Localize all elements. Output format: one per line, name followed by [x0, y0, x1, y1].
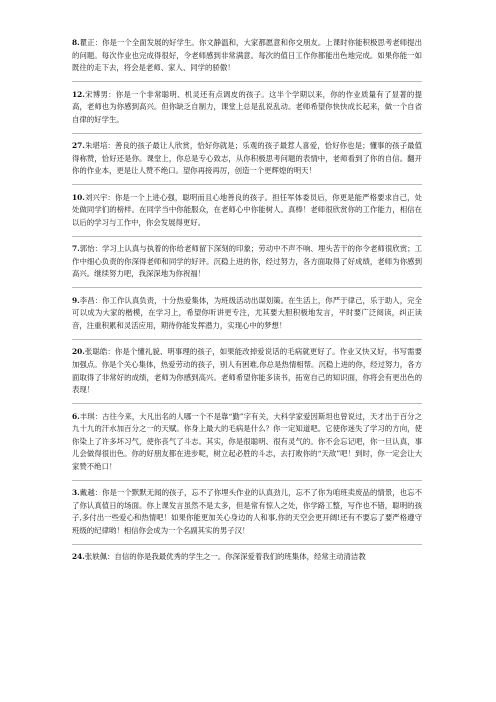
paragraph-text: 戴越：你是一个默默无闻的孩子，忘不了你埋头作业的认真劲儿，忘不了你为咱班卖废品的情景，也忘不了你认真值日的场面。你上课发言虽然不是太多，但是常有惊人之处，你学路工整，写作也不错，聪明的孩子,多付出一些爱心和热情吧！如果你能更加关心身边的人和事,你的天空会更开阔!还有不要忘了要严格遵守班级的纪律哟！相信你会成为一个名副其实的男子汉！: [72, 488, 422, 536]
section-divider: [72, 403, 422, 404]
section-divider: [72, 236, 422, 237]
paragraph-number: 27.: [72, 141, 85, 151]
paragraph-number: 8.: [72, 38, 80, 47]
paragraph-text: 丰琪：古往今来，大凡出名的人哪一个不是靠“勤”字有关，大科学家爱因斯坦也曾说过，天才出于百分之九十九的汗水加百分之一的天赋。你身上最大的毛病是什么？你一定知道吧。它使你迷失了学习的方向，使你染上了许多坏习气，使你丧气了斗志。其实，你是很聪明、很有灵气的。你不会忘记吧，你一旦认真，事儿会做得很出色。你的好朋友都在进步呢，树立起必胜的斗志，去打败你的“天敌”吧！到时，你一定会让大家赞不绝口！: [72, 411, 422, 471]
section-divider: [72, 544, 422, 545]
section-divider: [72, 133, 422, 134]
paragraph-number: 3.: [72, 488, 80, 498]
comment-paragraph-9: [72, 487, 422, 537]
comment-paragraph-8: [72, 411, 422, 474]
section-divider: [72, 480, 422, 481]
comment-paragraph-4: [72, 192, 422, 230]
document-page: [72, 37, 422, 570]
paragraph-text: 宋博男：你是一个非常聪明、机灵还有点调皮的孩子。这半个学期以来，你的作业质量有了显著的提高，老师也为你感到高兴。但你缺乏自制力，课堂上总是乱说乱动。老师希望你快快成长起来，做一个自省自律的好学生。: [72, 89, 422, 124]
paragraph-text: 瞿正：你是一个全面发展的好学生。你文静温和，大家都愿意和你交朋友。上课时你能积极思考老师提出的问题。每次作业也完成得很好，令老师感到非常满意。每次的值日工作你都能出色地完成。如果你能一如既往的走下去，将会是老师、家人、同学的骄傲！: [72, 38, 422, 73]
comment-paragraph-7: [72, 346, 422, 396]
paragraph-text: 张聪皓：你是个懂礼貌、明事理的孩子，如果能改掉爱说话的毛病就更好了。作业又快又好，书写需要加强点。你是个关心集体，热爱劳动的孩子，别人有困难,你总是热情相帮。沉稳上进的你，经过努力，各方面取得了非常好的成绩，老师为你感到高兴。老师希望你能多读书，拓宽自己的知识面，你将会有更出色的表现！: [72, 347, 422, 395]
paragraph-number: 20.: [72, 347, 85, 357]
paragraph-number: 6.: [72, 411, 80, 421]
comment-paragraph-10: [72, 551, 422, 564]
section-divider: [72, 81, 422, 82]
paragraph-number: 24.: [72, 552, 85, 562]
paragraph-number: 10.: [72, 192, 85, 202]
comment-paragraph-3: [72, 140, 422, 178]
paragraph-text: 朱堪培：善良的孩子最让人欣赏，恰好你就是；乐观的孩子最惹人喜爱，恰好你也是；懂事的孩子最值得称赞，恰好还是你。课堂上，你总是专心致志，从你积极思考问题的表情中，老师看到了你的自信。翻开你的作业本，更是让人赞不绝口。望你再接再厉，创造一个更辉煌的明天！: [72, 141, 422, 176]
section-divider: [72, 287, 422, 288]
comment-paragraph-1: [72, 37, 422, 75]
paragraph-number: 12.: [72, 89, 85, 99]
paragraph-text: 刘兴宇：你是一个上进心强，聪明而且心地善良的孩子。担任军体委员后，你更是能严格要求自己，处处做同学们的榜样。在同学当中你能服众，在老师心中你能树人。真棒！老师很欣赏你的工作能力，相信在以后的学习与工作中，你会发展得更好。: [72, 192, 422, 227]
section-divider: [72, 339, 422, 340]
paragraph-text: 张轶佩：自信的你是我最优秀的学生之一。你深深爱着我们的班集体，经常主动清洁教: [84, 552, 366, 562]
comment-paragraph-5: [72, 243, 422, 281]
paragraph-number: 7.: [72, 244, 80, 254]
paragraph-number: 9.: [72, 295, 80, 305]
comment-paragraph-2: [72, 89, 422, 127]
paragraph-text: 郭怡：学习上认真与执着的你给老师留下深刻的印象；劳动中不声不响、埋头苦干的你令老师很欣赏；工作中细心负责的你深得老师和同学的好评。沉稳上进的你，经过努力，各方面取得了好成绩，老师为你感到高兴。继续努力吧，我深深地为你祝福！: [72, 244, 422, 279]
paragraph-text: 李昌：你工作认真负责，十分热爱集体，为班级活动出谋划策。在生活上，你严于律己，乐于助人，完全可以成为大家的楷模，在学习上，希望你听讲更专注，尤其要大胆积极地发言，平时要广泛阅读，纠正读音，注重积累和灵活应用，期待你能发挥潜力，实现心中的梦想！: [72, 295, 422, 330]
section-divider: [72, 184, 422, 185]
comment-paragraph-6: [72, 295, 422, 333]
